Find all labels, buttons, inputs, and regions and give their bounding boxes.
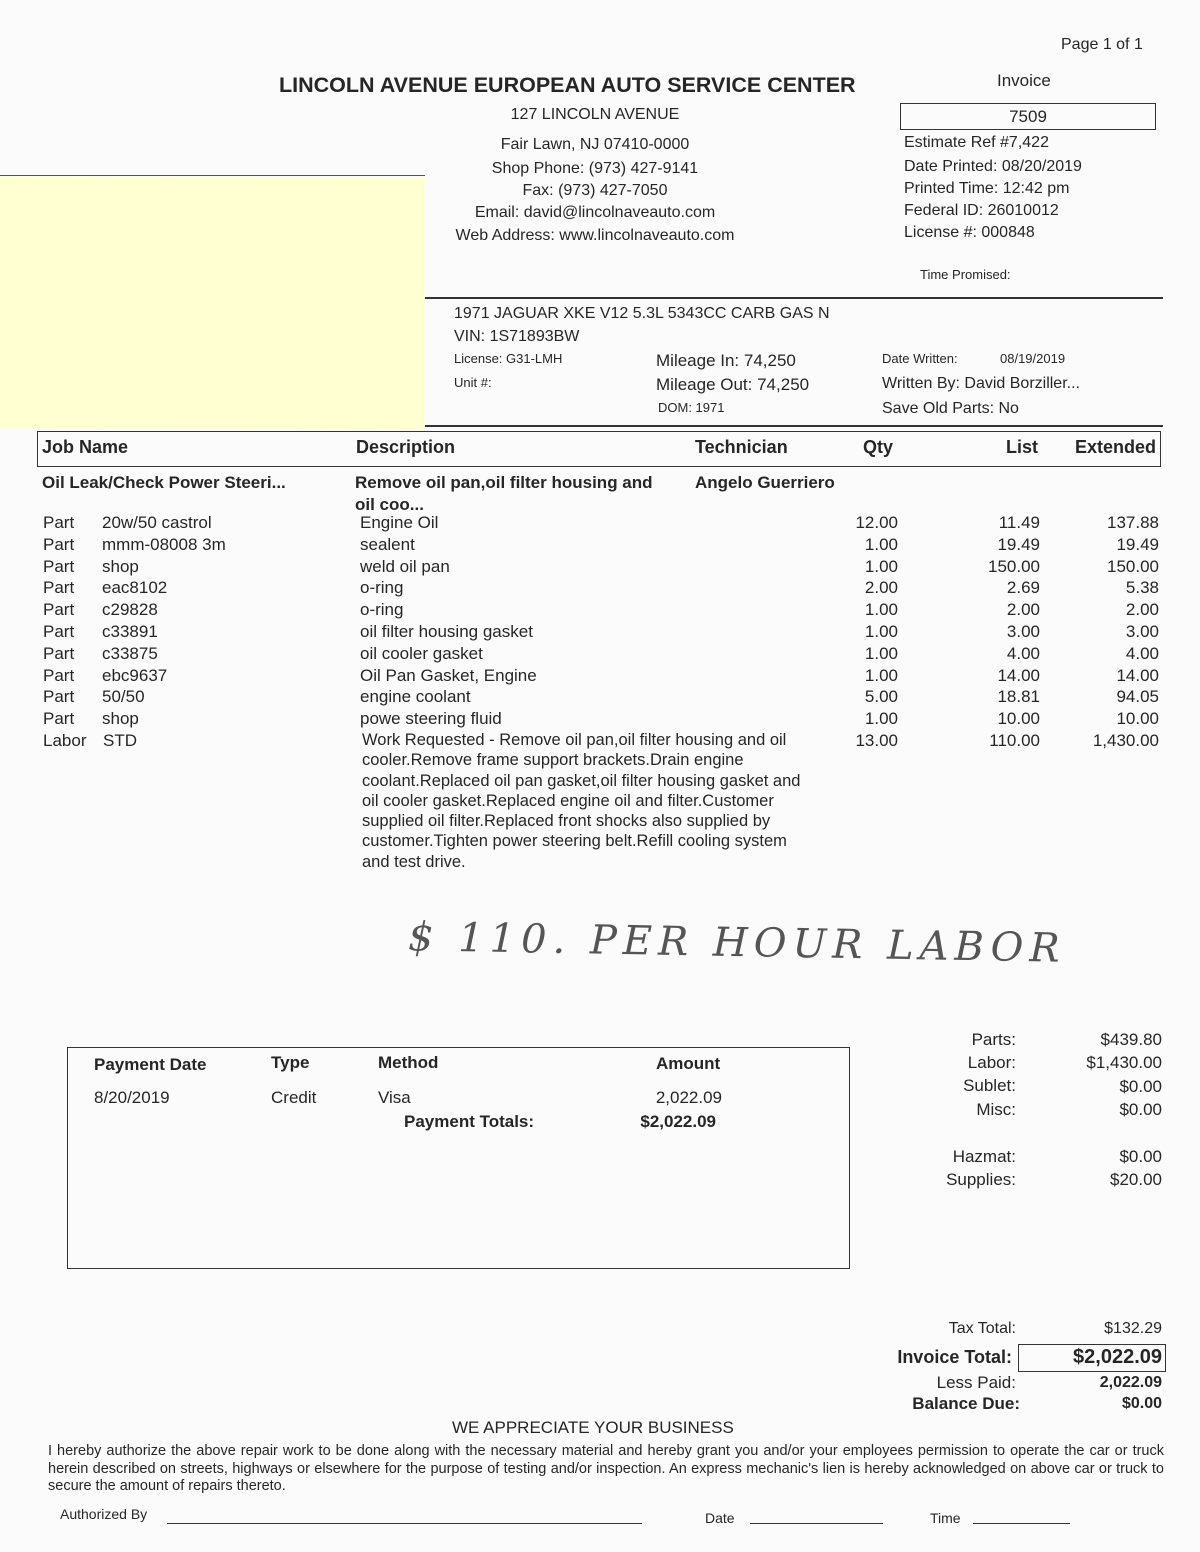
shop-city: Fair Lawn, NJ 07410-0000 <box>500 136 690 153</box>
row-qty: 5.00 <box>864 687 898 707</box>
job-description-line1: Remove oil pan,oil filter housing and <box>355 473 653 492</box>
row-type: Part <box>43 556 75 576</box>
payment-totals: $2,022.09 <box>640 1112 716 1131</box>
row-description: oil cooler gasket <box>360 643 483 663</box>
row-list: 2.69 <box>1006 578 1040 598</box>
labor-label: Labor: <box>967 1053 1016 1072</box>
row-list: 18.81 <box>997 687 1040 707</box>
payment-method-header: Method <box>378 1053 439 1072</box>
row-extended: 137.88 <box>1107 513 1159 532</box>
tax-label: Tax Total: <box>948 1320 1016 1337</box>
row-qty: 1.00 <box>864 534 898 554</box>
row-qty: 13.00 <box>855 731 898 750</box>
row-list: 11.49 <box>998 513 1040 532</box>
labor-description: Work Requested - Remove oil pan,oil filter housing and oil cooler.Remove frame support brackets.Drain engine coolant.Replaced oil pan gasket,oil filter housing gasket and oil cooler gasket.Replaced engine oil and filter.Customer supplied oil filter.Replaced front shocks also supplied by customer.Tighten power steering belt.Refill cooling system and test drive. <box>362 731 801 871</box>
row-qty: 2.00 <box>864 578 898 598</box>
shop-web: Web Address: www.lincolnaveauto.com <box>455 227 735 244</box>
row-qty: 1.00 <box>864 600 898 620</box>
time-label: Time <box>930 1510 961 1526</box>
row-code: 50/50 <box>102 687 145 707</box>
row-code: c33891 <box>102 622 158 641</box>
written-by: Written By: David Borziller... <box>882 375 1080 392</box>
row-description: weld oil pan <box>360 556 450 576</box>
license-number: License #: 000848 <box>904 224 1035 241</box>
table-row <box>0 666 1200 688</box>
header-extended: Extended <box>1074 437 1156 457</box>
row-type: Part <box>43 709 75 729</box>
sublet-total: $0.00 <box>1119 1077 1162 1096</box>
shop-email: Email: david@lincolnaveauto.com <box>474 204 716 221</box>
row-extended: 1,430.00 <box>1092 731 1159 750</box>
row-list: 3.00 <box>1006 622 1040 641</box>
row-type: Part <box>43 513 75 532</box>
row-code: STD <box>103 731 137 750</box>
parts-total: $439.80 <box>1100 1030 1162 1049</box>
misc-label: Misc: <box>976 1100 1016 1119</box>
row-type: Part <box>43 578 75 598</box>
invoice-total: $2,022.09 <box>1018 1344 1166 1372</box>
federal-id: Federal ID: 26010012 <box>904 202 1059 219</box>
job-name: Oil Leak/Check Power Steeri... <box>42 473 286 492</box>
row-description: oil filter housing gasket <box>360 622 533 641</box>
row-extended: 3.00 <box>1125 622 1159 641</box>
printed-time: Printed Time: 12:42 pm <box>904 180 1070 197</box>
less-paid-total: 2,022.09 <box>1099 1374 1162 1391</box>
balance-due-label: Balance Due: <box>912 1394 1020 1413</box>
payment-totals-label: Payment Totals: <box>404 1112 535 1131</box>
row-list: 19.49 <box>997 534 1040 554</box>
shop-phone: Shop Phone: (973) 427-9141 <box>491 160 699 177</box>
row-type: Part <box>43 665 75 685</box>
divider <box>0 175 425 176</box>
hazmat-label: Hazmat: <box>952 1147 1016 1166</box>
row-qty: 1.00 <box>864 643 898 663</box>
table-row <box>0 535 1200 557</box>
header-list: List <box>1005 437 1038 457</box>
row-list: 4.00 <box>1006 643 1040 663</box>
row-extended: 14.00 <box>1116 665 1159 685</box>
vehicle-license: License: G31-LMH <box>454 351 563 366</box>
row-description: o-ring <box>360 600 404 620</box>
row-list: 2.00 <box>1006 600 1040 620</box>
shop-name: LINCOLN AVENUE EUROPEAN AUTO SERVICE CENTER <box>279 73 856 97</box>
payment-date-header: Payment Date <box>94 1055 207 1074</box>
row-code: eac8102 <box>102 578 168 598</box>
misc-total: $0.00 <box>1119 1100 1162 1119</box>
date-written-label: Date Written: <box>882 351 958 366</box>
time-signature-line[interactable] <box>973 1523 1070 1524</box>
thank-you-message: WE APPRECIATE YOUR BUSINESS <box>452 1418 734 1437</box>
date-written: 08/19/2019 <box>1000 351 1066 366</box>
balance-due: $0.00 <box>1121 1395 1162 1412</box>
less-paid-label: Less Paid: <box>936 1373 1016 1392</box>
header-description: Description <box>356 437 456 457</box>
page-indicator: Page 1 of 1 <box>1061 36 1143 53</box>
table-row <box>0 557 1200 579</box>
handwritten-note: $ 110. PER HOUR LABOR <box>407 914 1066 972</box>
row-list: 110.00 <box>989 731 1040 750</box>
shop-fax: Fax: (973) 427-7050 <box>522 182 668 199</box>
header-technician: Technician <box>695 437 788 457</box>
payment-type: Credit <box>271 1088 317 1107</box>
hazmat-total: $0.00 <box>1119 1147 1162 1166</box>
row-description: Engine Oil <box>360 513 439 532</box>
divider <box>425 297 1163 299</box>
row-type: Part <box>43 622 75 641</box>
invoice-label: Invoice <box>997 71 1051 90</box>
row-extended: 2.00 <box>1125 600 1159 620</box>
job-description-line2: oil coo... <box>355 495 424 514</box>
table-row <box>0 513 1200 535</box>
row-code: mmm-08008 3m <box>102 534 226 554</box>
mileage-in: Mileage In: 74,250 <box>656 351 796 370</box>
row-type: Part <box>43 643 75 663</box>
supplies-label: Supplies: <box>946 1170 1016 1189</box>
authorized-by-label: Authorized By <box>60 1506 148 1522</box>
row-list: 14.00 <box>997 665 1040 685</box>
row-code: c33875 <box>102 643 158 663</box>
row-description: o-ring <box>360 578 404 598</box>
date-label: Date <box>705 1510 735 1526</box>
authorized-by-signature-line[interactable] <box>167 1523 642 1524</box>
job-technician: Angelo Guerriero <box>695 473 835 492</box>
save-old-parts: Save Old Parts: No <box>882 400 1019 417</box>
estimate-ref: Estimate Ref #7,422 <box>904 134 1049 151</box>
row-code: shop <box>102 709 139 729</box>
mileage-out: Mileage Out: 74,250 <box>656 375 810 394</box>
table-row <box>0 709 1200 731</box>
row-description: Oil Pan Gasket, Engine <box>360 665 537 685</box>
row-qty: 1.00 <box>864 622 898 641</box>
payment-amount: 2,022.09 <box>655 1088 722 1107</box>
row-description: sealent <box>360 534 415 554</box>
row-type: Part <box>43 687 75 707</box>
header-qty: Qty <box>863 437 894 457</box>
row-code: shop <box>102 556 139 576</box>
labor-total: $1,430.00 <box>1086 1053 1162 1072</box>
parts-label: Parts: <box>971 1030 1016 1049</box>
row-qty: 1.00 <box>864 556 898 576</box>
authorization-text: I hereby authorize the above repair work to be done along with the necessary material and hereby grant you and/or your employees permission to operate the car or truck herein described on streets, highways or elsewhere for the purpose of testing and/or inspection. An express mechanic's lien is hereby acknowledged on above car or truck to secure the amount of repairs thereto. <box>48 1443 1164 1494</box>
vehicle-vin: VIN: 1S71893BW <box>454 328 580 345</box>
row-extended: 5.38 <box>1125 578 1159 598</box>
row-type: Part <box>43 534 75 554</box>
payment-amount-header: Amount <box>656 1054 721 1073</box>
redaction-sticky-note <box>0 177 425 430</box>
row-list: 10.00 <box>997 709 1040 729</box>
supplies-total: $20.00 <box>1110 1170 1162 1189</box>
table-row <box>0 600 1200 622</box>
row-description: engine coolant <box>360 687 471 707</box>
tax-total: $132.29 <box>1104 1320 1162 1337</box>
row-extended: 19.49 <box>1116 534 1159 554</box>
divider <box>425 425 1163 427</box>
invoice-number: 7509 <box>900 103 1156 130</box>
payment-method: Visa <box>378 1088 411 1107</box>
header-job-name: Job Name <box>42 437 129 457</box>
row-list: 150.00 <box>988 556 1040 576</box>
payment-box <box>67 1047 850 1269</box>
sublet-label: Sublet: <box>963 1076 1016 1095</box>
dom: DOM: 1971 <box>658 400 725 415</box>
payment-date: 8/20/2019 <box>94 1088 170 1107</box>
table-row <box>0 644 1200 666</box>
row-code: ebc9637 <box>102 665 168 685</box>
row-qty: 1.00 <box>864 665 898 685</box>
row-type: Part <box>43 600 75 620</box>
row-extended: 10.00 <box>1116 709 1159 729</box>
invoice-total-label: Invoice Total: <box>897 1347 1012 1367</box>
vehicle-description: 1971 JAGUAR XKE V12 5.3L 5343CC CARB GAS N <box>454 305 830 322</box>
table-row <box>0 687 1200 709</box>
vehicle-unit: Unit #: <box>454 375 492 390</box>
row-code: 20w/50 castrol <box>102 513 212 532</box>
row-qty: 12.00 <box>855 513 898 532</box>
date-printed: Date Printed: 08/20/2019 <box>904 158 1082 175</box>
row-code: c29828 <box>102 600 158 620</box>
row-qty: 1.00 <box>864 709 898 729</box>
row-extended: 150.00 <box>1107 556 1159 576</box>
date-signature-line[interactable] <box>750 1523 883 1524</box>
row-type: Labor <box>43 731 87 750</box>
shop-address: 127 LINCOLN AVENUE <box>510 106 680 123</box>
table-row <box>0 578 1200 600</box>
time-promised: Time Promised: <box>920 267 1011 282</box>
row-extended: 94.05 <box>1116 687 1159 707</box>
row-description: powe steering fluid <box>360 709 502 729</box>
payment-type-header: Type <box>271 1053 310 1072</box>
table-row <box>0 622 1200 644</box>
row-extended: 4.00 <box>1125 643 1159 663</box>
